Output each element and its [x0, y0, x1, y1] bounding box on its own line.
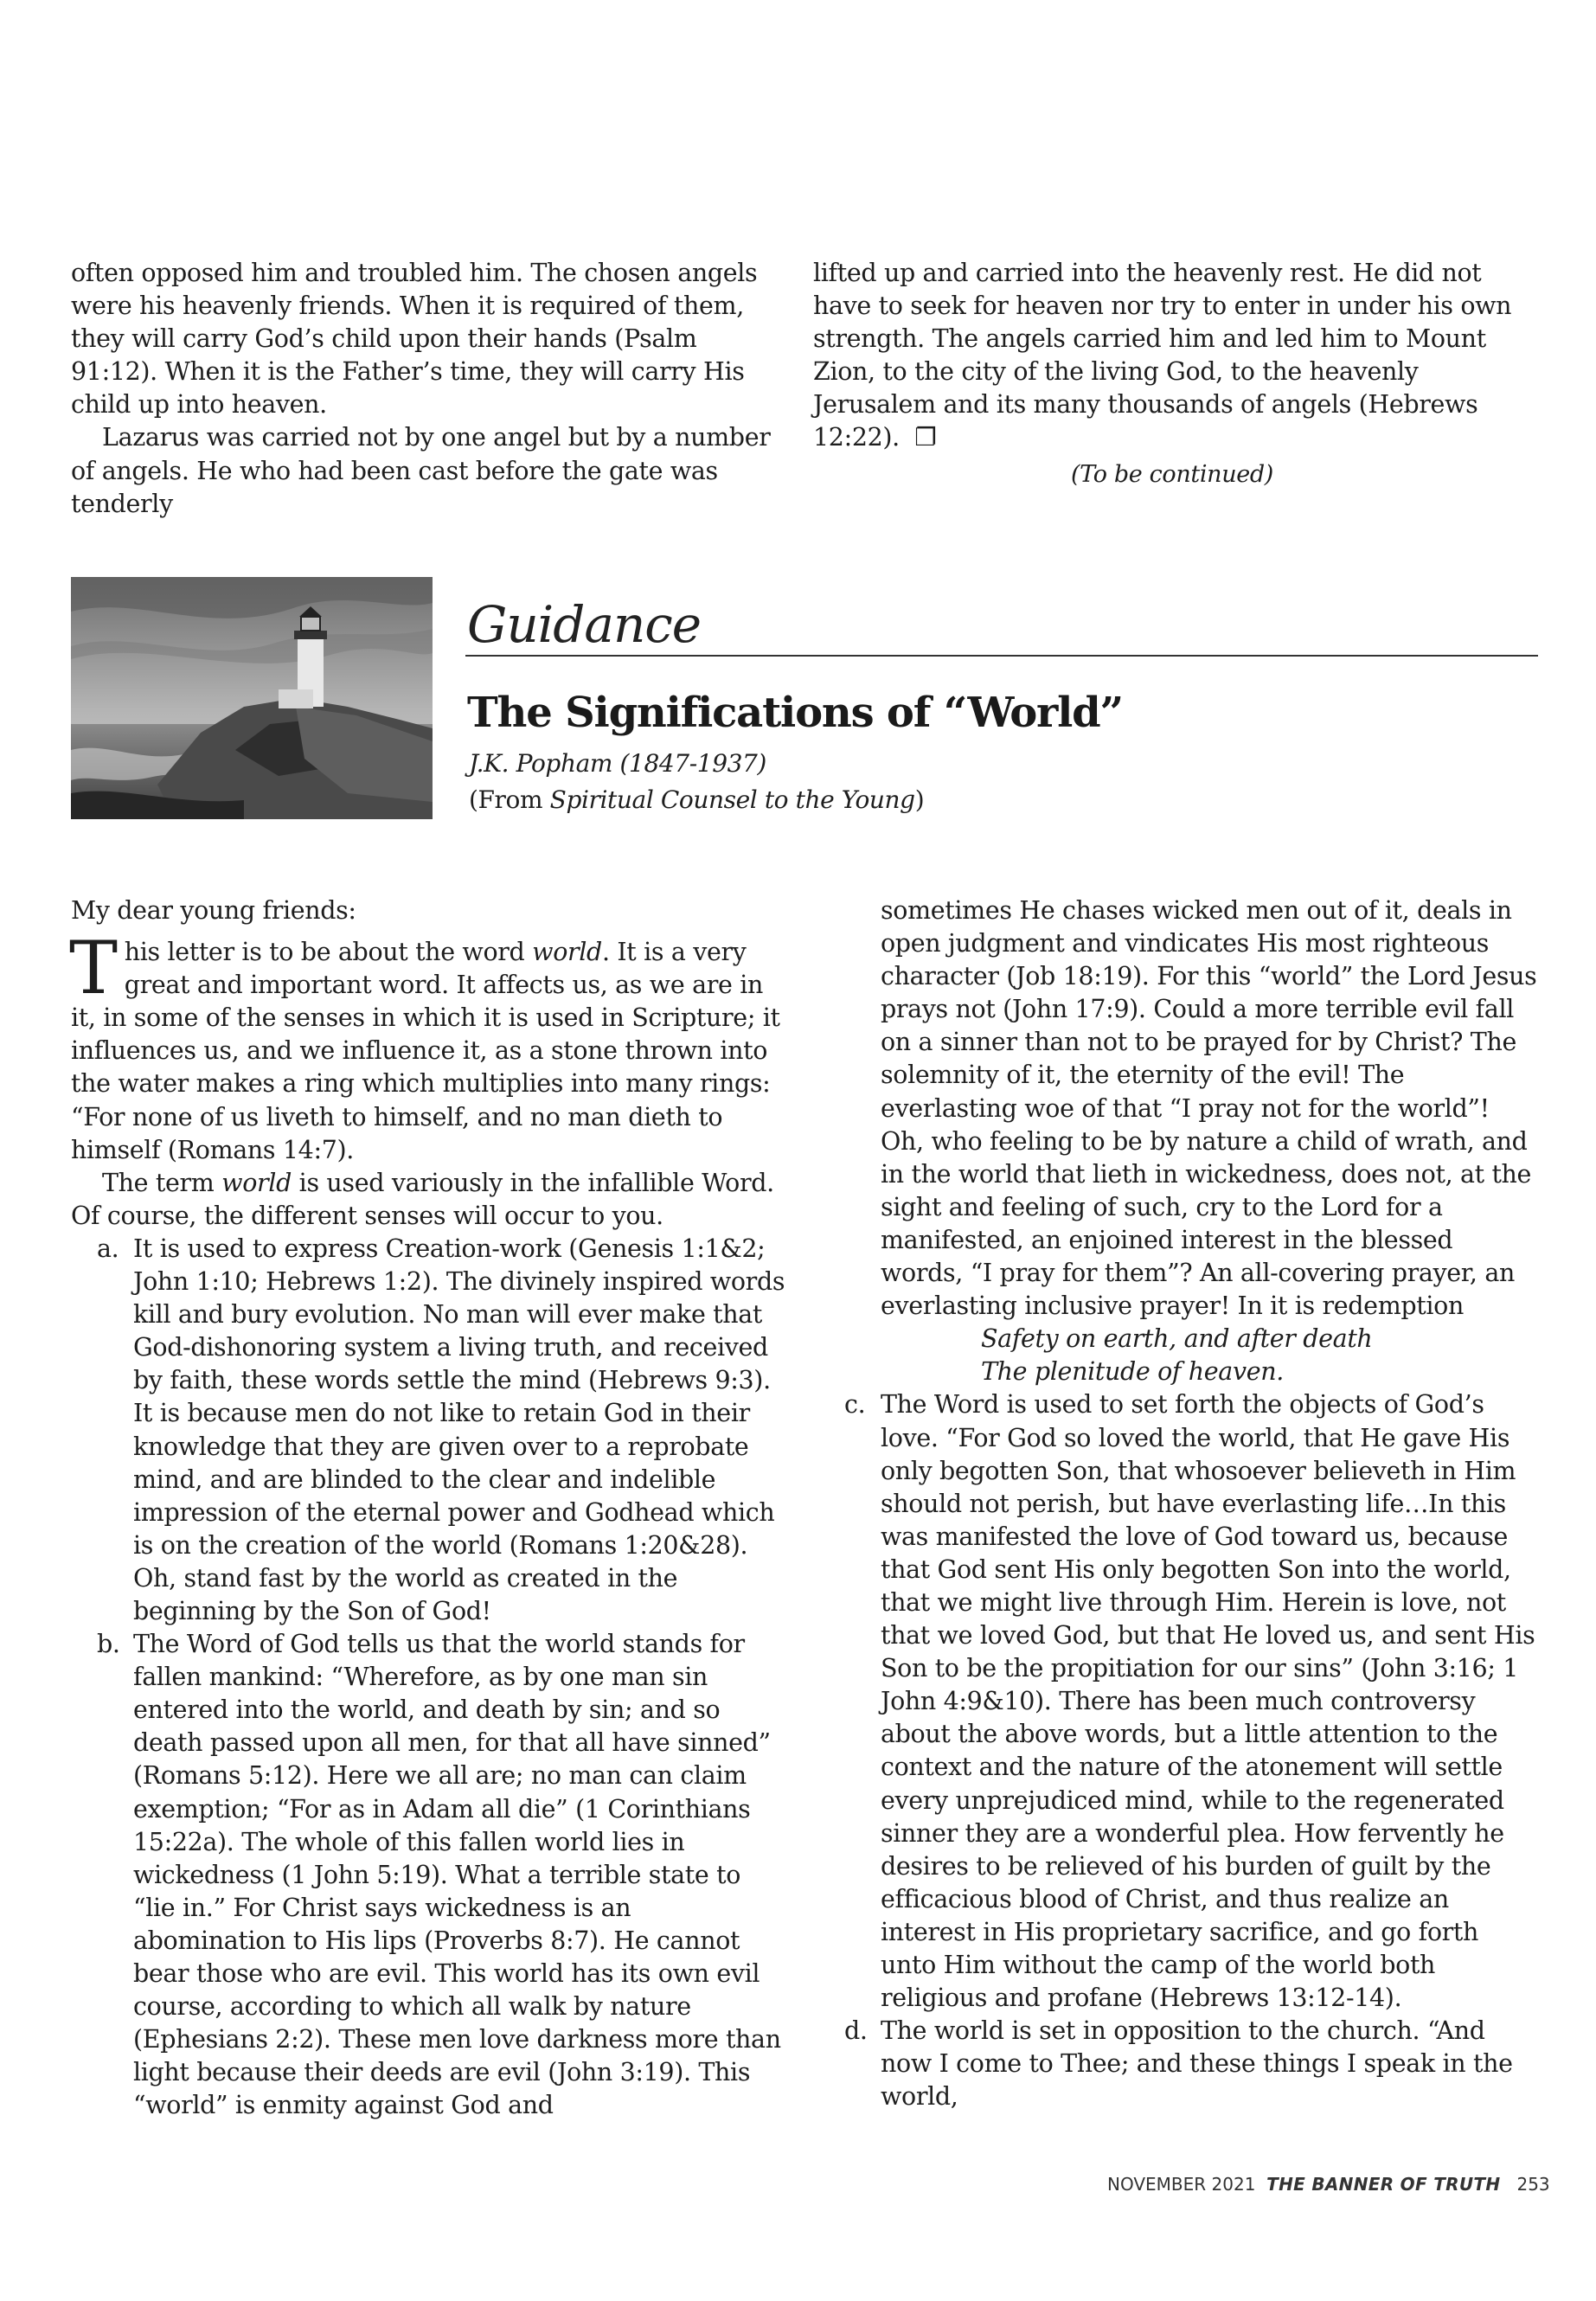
- paragraph: sometimes He chases wicked men out of it, deals in open judgment and vindicates His most righteous character (Job 18:19). For this “world” the Lord Jesus prays not (John 17:9). Could a more terrible evil fall on a sinner than not to be prayed for by Christ? The solemnity of it, the eternity of the evil! The everlasting woe of that “I pray not for the world”! Oh, who feeling to be by nature a child of wrath, and in the world that lieth in wickedness, does not, at the sight and feeling of such, cry to the Lord for a manifested, an enjoined interest in the blessed words, “I pray for them”? An all-covering prayer, an everlasting inclusive prayer! In it is redemption: [881, 896, 1537, 1321]
- poem-line: Safety on earth, and after death: [981, 1324, 1373, 1354]
- poem: [863, 1323, 1538, 1388]
- list-item-d: [844, 2015, 1538, 2113]
- source-suffix: ): [914, 785, 925, 814]
- text: The term: [102, 1168, 222, 1197]
- article-author: J.K. Popham (1847-1937): [469, 749, 766, 778]
- text: is used variously in the infallible Word. Of course, the different senses will occur to you.: [71, 1168, 774, 1230]
- lighthouse-image: [71, 577, 433, 819]
- drop-cap: T: [69, 926, 118, 1011]
- text-italic: world: [532, 938, 602, 967]
- body-right-column: [844, 894, 1538, 2113]
- source-prefix: (From: [469, 785, 550, 814]
- page-footer: [1107, 2173, 1550, 2195]
- continued-note: (To be continued): [1070, 460, 1273, 488]
- article-title: The Significations of “World”: [467, 689, 1123, 737]
- list-item-a: [71, 1233, 789, 1628]
- page-number: 253: [1516, 2174, 1550, 2195]
- top-right-column: [813, 257, 1531, 491]
- end-mark-icon: ❐: [914, 423, 937, 452]
- footer-issue: NOVEMBER 2021: [1107, 2174, 1256, 2195]
- paragraph: Lazarus was carried not by one angel but by a number of angels. He who had been cast before the gate was tenderly: [71, 423, 771, 518]
- article-source: [469, 784, 924, 817]
- text: . It is a very great and important word. It affects us, as we are in it, in some of the senses in which it is used in Scripture; it influences us, and we influence it, as a stone thrown into the water makes a ring which multiplies into many rings: “For none of us liveth to himself, and no man dieth to himself (Romans 14:7).: [71, 938, 780, 1164]
- list-text: The Word of God tells us that the world stands for fallen mankind: “Wherefore, as by one man sin entered into the world, and death by sin; and so death passed upon all men, for that all have sinned” (Romans 5:12). Here we all are; no man can claim exemption; “For as in Adam all die” (1 Corinthians 15:22a). The whole of this fallen world lies in wickedness (1 John 5:19). What a terrible state to “lie in.” For Christ says wickedness is an abomination to His lips (Proverbs 8:7). He cannot bear those who are evil. This world has its own evil course, according to which all walk by nature (Ephesians 2:2). These men love darkness more than light because their deeds are evil (John 3:19). This “world” is enmity against God and: [133, 1630, 781, 2120]
- list-text: It is used to express Creation-work (Genesis 1:1&2; John 1:10; Hebrews 1:2). The divinely inspired words kill and bury evolution. No man will ever make that God-dishonoring system a living truth, and received by faith, these words settle the mind (Hebrews 9:3). It is because men do not like to retain God in their knowledge that they are given over to a reprobate mind, and are blinded to the clear and indelible impression of the eternal power and Godhead which is on the creation of the world (Romans 1:20&28). Oh, stand fast by the world as created in the beginning by the Son of God!: [133, 1234, 785, 1625]
- intro-paragraph: [69, 926, 789, 1167]
- list-label: b.: [97, 1630, 120, 1659]
- list-label: a.: [97, 1234, 119, 1263]
- list-item-c: [844, 1388, 1538, 2015]
- salutation: My dear young friends:: [71, 896, 356, 925]
- top-left-column: [71, 257, 789, 521]
- list-text: The Word is used to set forth the objects of God’s love. “For God so loved the world, that He gave His only begotten Son, that whosoever believeth in Him should not perish, but have everlasting life…In this was manifested the love of God toward us, because that God sent His only begotten Son into the world, that we might live through Him. Herein is love, not that we loved God, but that He loved us, and sent His Son to be the propitiation for our sins” (John 3:16; 1 John 4:9&10). There has been much controversy about the above words, but a little attention to the context and the nature of the atonement will settle every unprejudiced mind, while to the regenerated sinner they are a wonderful plea. How fervently he desires to be relieved of his burden of guilt by the efficacious blood of Christ, and thus realize an interest in His proprietary sacrifice, and go forth unto Him without the camp of the world both religious and profane (Hebrews 13:12-14).: [881, 1390, 1535, 2013]
- paragraph: often opposed him and troubled him. The chosen angels were his heavenly friends. When it is required of them, they will carry God’s child upon their hands (Psalm 91:12). When it is the Father’s time, they will carry His child up into heaven.: [71, 259, 758, 420]
- list-text: The world is set in opposition to the church. “And now I come to Thee; and these things I speak in the world,: [881, 2016, 1513, 2112]
- text: his letter is to be about the word: [124, 938, 533, 967]
- poem-line: The plenitude of heaven.: [981, 1357, 1284, 1387]
- source-title: Spiritual Counsel to the Young: [549, 785, 915, 814]
- section-label: Guidance: [467, 595, 702, 654]
- list-label: d.: [844, 2016, 868, 2046]
- paragraph: [71, 1167, 789, 1233]
- body-left-column: [71, 894, 789, 2122]
- paragraph-text: lifted up and carried into the heavenly rest. He did not have to seek for heaven nor try to enter in under his own strength. The angels carried him and led him to Mount Zion, to the city of the living God, to the heavenly Jerusalem and its many thousands of angels (Hebrews 12:22).: [813, 259, 1512, 452]
- footer-publication: THE BANNER OF TRUTH: [1266, 2174, 1501, 2195]
- paragraph: [813, 257, 1531, 455]
- text-italic: world: [221, 1168, 292, 1197]
- list-item-b: [71, 1628, 789, 2122]
- header-divider: [465, 655, 1538, 657]
- list-label: c.: [844, 1390, 866, 1420]
